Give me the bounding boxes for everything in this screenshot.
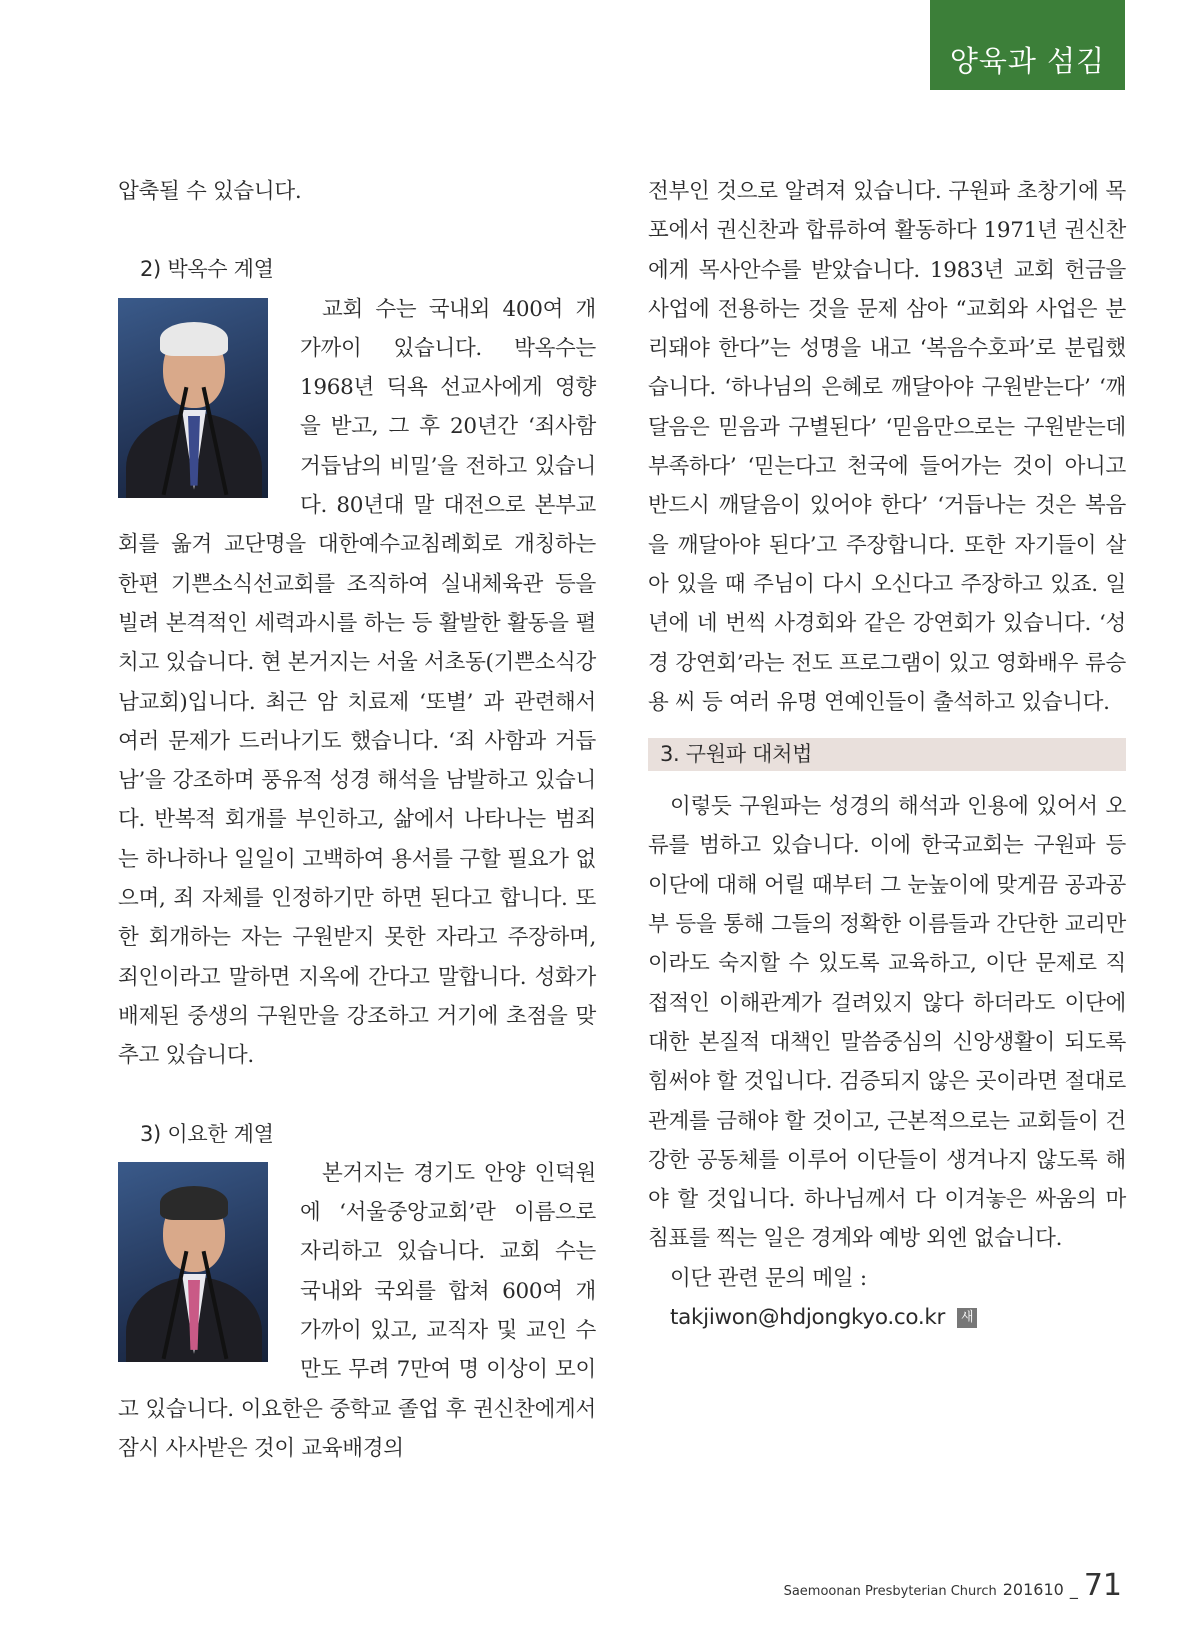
park-body-text: 교회 수는 국내외 400여 개 가까이 있습니다. 박옥수는 1968년 딕욕 선교사에게 영향을 받고, 그 후 20년간 ‘죄사함 거듭남의 비밀’을 전하고 있습니다. 80년대 말 대전으로 본부교회를 옮겨 교단명을 대한예수교침례회로 개칭하는 한편 기쁜소식선교회를 조직하여 실내체육관 등을 빌려 본격적인 세력과시를 하는 등 활발한 활동을 펼치고 있습니다. 현 본거지는 서울 서초동(기쁜소식강남교회)입니다. 최근 암 치료제 ‘또별’ 과 관련해서 여러 문제가 드러나기도 했습니다. ‘죄 사함과 거듭남’을 강조하며 풍유적 성경 해석을 남발하고 있습니다. 반복적 회개를 부인하고, 삶에서 나타나는 범죄는 하나하나 일일이 고백하여 용서를 구할 필요가 없으며, 죄 자체를 인정하기만 하면 된다고 합니다. 또한 회개하는 자는 구원받지 못한 자라고 주장하며, 죄인이라고 말하면 지옥에 간다고 말합니다. 성화가 배제된 중생의 구원만을 강조하고 거기에 초점을 맞추고 있습니다. [118,296,596,1069]
page-footer [784,1568,1122,1603]
footer-dash: _ [1069,1580,1078,1599]
end-mark-icon: 새 [957,1308,977,1328]
section-header-tab [930,0,1125,90]
portrait-photo-lee [118,1162,268,1362]
portrait-photo-park [118,298,268,498]
lee-body-text: 본거지는 경기도 안양 인덕원에 ‘서울중앙교회’란 이름으로 자리하고 있습니다. 교회 수는 국내와 국외를 합쳐 600여 개 가까이 있고, 교직자 및 교인 수만도 무려 7만여 명 이상이 모이고 있습니다. 이요한은 중학교 졸업 후 권신찬에게서 잠시 사사받은 것이 교육배경의 [118,1160,596,1461]
right-para-1: 전부인 것으로 알려져 있습니다. 구원파 초창기에 목포에서 권신찬과 합류하여 활동하다 1971년 권신찬에게 목사안수를 받았습니다. 1983년 교회 헌금을 사업에 전용하는 것을 문제 삼아 “교회와 사업은 분리돼야 한다”는 성명을 내고 ‘복음수호파’로 분립했습니다. ‘하나님의 은혜로 깨달아야 구원받는다’ ‘깨달음은 믿음과 구별된다’ ‘믿음만으로는 구원받는데 부족하다’ ‘믿는다고 천국에 들어가는 것이 아니고 반드시 깨달음이 있어야 한다’ ‘거듭나는 것은 복음을 깨달아야 된다’고 주장합니다. 또한 자기들이 살아 있을 때 주님이 다시 오신다고 주장하고 있죠. 일 년에 네 번씩 사경회와 같은 강연회가 있습니다. ‘성경 강연회’라는 전도 프로그램이 있고 영화배우 류승용 씨 등 여러 유명 연예인들이 출석하고 있습니다. [648,179,1126,715]
subheading-lee: 3) 이요한 계열 [140,1121,274,1146]
right-para-2: 이렇듯 구원파는 성경의 해석과 인용에 있어서 오류를 범하고 있습니다. 이에 한국교회는 구원파 등 이단에 대해 어릴 때부터 그 눈높이에 맞게끔 공과공부 등을 통해 그들의 정확한 이름들과 간단한 교리만이라도 숙지할 수 있도록 교육하고, 이단 문제로 직접적인 이해관계가 걸려있지 않다 하더라도 이단에 대한 본질적 대책인 말씀중심의 신앙생활이 되도록 힘써야 할 것입니다. 검증되지 않은 곳이라면 절대로 관계를 금해야 할 것이고, 근본적으로는 교회들이 건강한 공동체를 이루어 이단들이 생겨나지 않도록 해야 할 것입니다. 하나님께서 다 이겨놓은 싸움의 마침표를 찍는 일은 경계와 예방 외엔 없습니다. [648,794,1126,1252]
subheading-park: 2) 박옥수 계열 [140,257,274,282]
contact-email-line [648,1298,1126,1337]
contact-label: 이단 관련 문의 메일 : [670,1265,867,1291]
left-intro-text: 압축될 수 있습니다. [118,179,302,204]
footer-issue: 201610 [1002,1580,1064,1599]
footer-church-name: Saemoonan Presbyterian Church [783,1584,997,1599]
section-title-bar [648,738,1126,771]
section-header-label: 양육과 섬김 [949,44,1106,78]
contact-email-link[interactable]: takjiwon@hdjongkyo.co.kr [670,1305,946,1331]
right-column [648,172,1126,1337]
left-column [118,172,596,1468]
section-title: 3. 구원파 대처법 [660,742,813,767]
page-number: 71 [1083,1568,1122,1603]
